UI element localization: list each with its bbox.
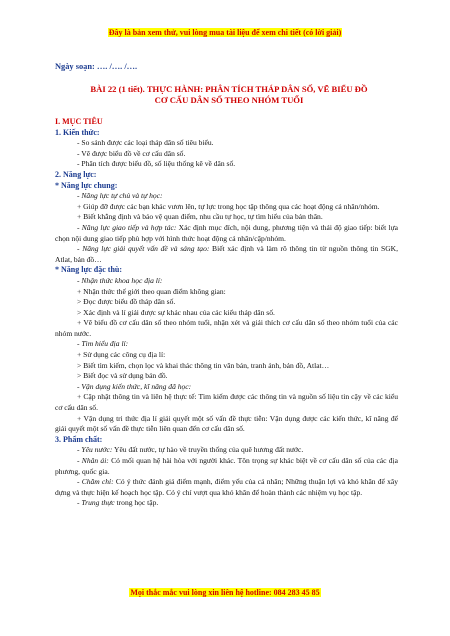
subheading-tim-hieu: - Tìm hiểu địa lí: [77,339,129,349]
lesson-title-line1: BÀI 22 (1 tiết). THỰC HÀNH: PHÂN TÍCH THÁP DÂN SỐ, VẼ BIỂU ĐỒ [90,84,368,94]
heading-kien-thuc: 1. Kiến thức: [55,127,100,137]
heading-nang-luc: 2. Năng lực: [55,169,97,179]
paragraph: + Vẽ biểu đồ cơ cấu dân số theo nhóm tuổi, nhận xét và giải thích cơ cấu dân số theo nhóm tuổi của các nhóm nước. [55,318,398,338]
paragraph: + Giúp đỡ được các bạn khác vươn lên, tự lực trong học tập thông qua các hoạt động cá nhân/nhóm. [77,201,380,211]
inline-text: trong học tập. [114,498,159,508]
paragraph: + Vận dụng tri thức địa lí giải quyết một số vấn đề thực tiễn: Vận dụng được các kiến thức, kĩ năng để giải quyết một số vấn đề thực tiễn liên quan đến cơ cấu dân số. [55,413,398,434]
paragraph: > Xác định và lí giải được sự khác nhau của các kiểu tháp dân số. [77,307,275,317]
paragraph [55,477,398,498]
document-body [55,117,398,509]
inline-text: Có ý thức đánh giá điểm mạnh, điểm yếu của cá nhân; Những thuận lợi và khó khăn để xây dựng và thực hiện kế hoạch học tập. Có ý chí vượt qua khó khăn để hoàn thành các nhiệm vụ học tập. [55,477,398,497]
paragraph [55,445,398,456]
inline-label: - Trung thực [77,498,115,508]
inline-label: - Chăm chỉ: [77,477,114,487]
hotline-banner: Mọi thắc mắc vui lòng xin liên hệ hotline: 084 283 45 85 [130,588,320,597]
paragraph: + Biết khẳng định và bảo vệ quan điểm, nhu cầu tự học, tự tìm hiểu của bản thân. [77,212,323,222]
subheading-nhan-thuc: - Nhận thức khoa học địa lí: [77,275,163,285]
heading-muc-tieu: I. MỤC TIÊU [55,117,103,126]
inline-label: - Năng lực giao tiếp và hợp tác: [77,222,177,232]
paragraph [55,223,398,244]
heading-nang-luc-dac-thu: * Năng lực đặc thù: [55,265,123,275]
inline-label: - Năng lực giải quyết vấn đề và sáng tạo: [77,244,210,254]
inline-text: Biết xác định và làm rõ thông tin từ nguồn thông tin SGK, Atlat, bản đồ… [55,244,398,264]
paragraph: + Sử dụng các công cụ địa lí: [77,350,166,360]
inline-text: Xác định mục đích, nội dung, phương tiện và thái độ giao tiếp: biết lựa chọn nội dung giao tiếp phù hợp với hình thức hoạt động cá nhân/cặp/nhóm. [55,222,398,243]
date-line: Ngày soạn: …. /…. /…. [55,62,138,71]
inline-label: - Yêu nước: [77,445,113,455]
paragraph [55,456,398,477]
paragraph: > Đọc được biểu đồ tháp dân số. [77,297,176,307]
paragraph: + Nhận thức thế giới theo quan điểm không gian: [77,286,226,296]
heading-pham-chat: 3. Phẩm chất: [55,434,103,444]
inline-label: - Nhân ái: [77,456,109,465]
lesson-title [55,84,403,106]
paragraph [55,498,398,509]
subheading-van-dung: - Vận dụng kiến thức, kĩ năng đã học: [77,381,192,391]
paragraph: > Biết đọc và sử dụng bản đồ. [77,371,168,381]
preview-banner: Đây là bản xem thử, vui lòng mua tài liệu để xem chi tiết (có lời giải) [108,28,342,37]
list-item: - So sánh được các loại tháp dân số tiêu biểu. [77,138,214,148]
heading-nang-luc-chung: * Năng lực chung: [55,180,118,190]
paragraph: + Cập nhật thông tin và liên hệ thực tế: Tìm kiếm được các thông tin và nguồn số liệu tin cậy về các kiểu cơ cấu dân số. [55,392,398,413]
inline-text: Có mối quan hệ hài hòa với người khác. Tôn trọng sự khác biệt về cơ cấu dân số của các địa phương, quốc gia. [55,456,398,476]
paragraph [55,244,398,265]
subheading-tu-chu: - Năng lực tự chủ và tự học: [77,191,163,201]
paragraph: > Biết tìm kiếm, chọn lọc và khai thác thông tin văn bản, tranh ảnh, bản đồ, Atlat… [77,360,330,370]
list-item: - Vẽ được biểu đồ về cơ cấu dân số. [77,148,186,158]
lesson-title-line2: CƠ CẤU DÂN SỐ THEO NHÓM TUỔI [154,95,304,105]
list-item: - Phân tích được biểu đồ, số liệu thống kê về dân số. [77,159,236,169]
inline-text: Yêu đất nước, tự hào về truyền thống của quê hương đất nước. [112,445,304,455]
